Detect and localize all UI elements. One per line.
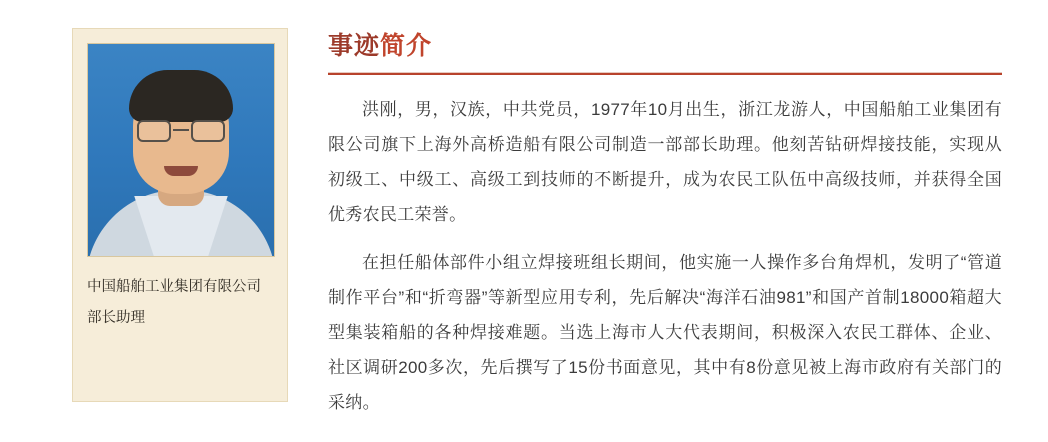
profile-meta (87, 275, 273, 331)
profile-card (72, 28, 288, 402)
section-divider (328, 72, 1002, 75)
section-title-part2: 简介 (380, 32, 433, 60)
glasses-left-lens (137, 120, 171, 142)
content-area (328, 18, 1002, 442)
section-divider-light (328, 72, 1002, 73)
glasses-icon (135, 120, 227, 142)
glasses-bridge (173, 129, 189, 131)
profile-organization: 中国船舶工业集团有限公司 (87, 279, 261, 295)
glasses-right-lens (191, 120, 225, 142)
portrait-mouth (164, 166, 198, 176)
body-paragraph: 在担任船体部件小组立焊接班组长期间，他实施一人操作多台角焊机，发明了“管道制作平台”和“折弯器”等新型应用专利，先后解决“海洋石油981”和国产首制18000箱超大型集装箱船的各种焊接难题。当选上海市人大代表期间，积极深入农民工群体、企业、社区调研200多次，先后撰写了15份书面意见，其中有8份意见被上海市政府有关部门的采纳。 (328, 253, 1002, 412)
portrait-photo (87, 43, 275, 257)
profile-job-title: 部长助理 (87, 309, 145, 326)
portrait-hair (129, 70, 233, 122)
section-title-part1: 事迹 (328, 32, 381, 60)
body-paragraph: 洪刚，男，汉族，中共党员，1977年10月出生，浙江龙游人，中国船舶工业集团有限公司旗下上海外高桥造船有限公司制造一部部长助理。他刻苦钻研焊接技能，实现从初级工、中级工、高级工到技师的不断提升，成为农民工队伍中高级技师，并获得全国优秀农民工荣誉。 (328, 100, 1002, 224)
section-title (328, 26, 1002, 70)
